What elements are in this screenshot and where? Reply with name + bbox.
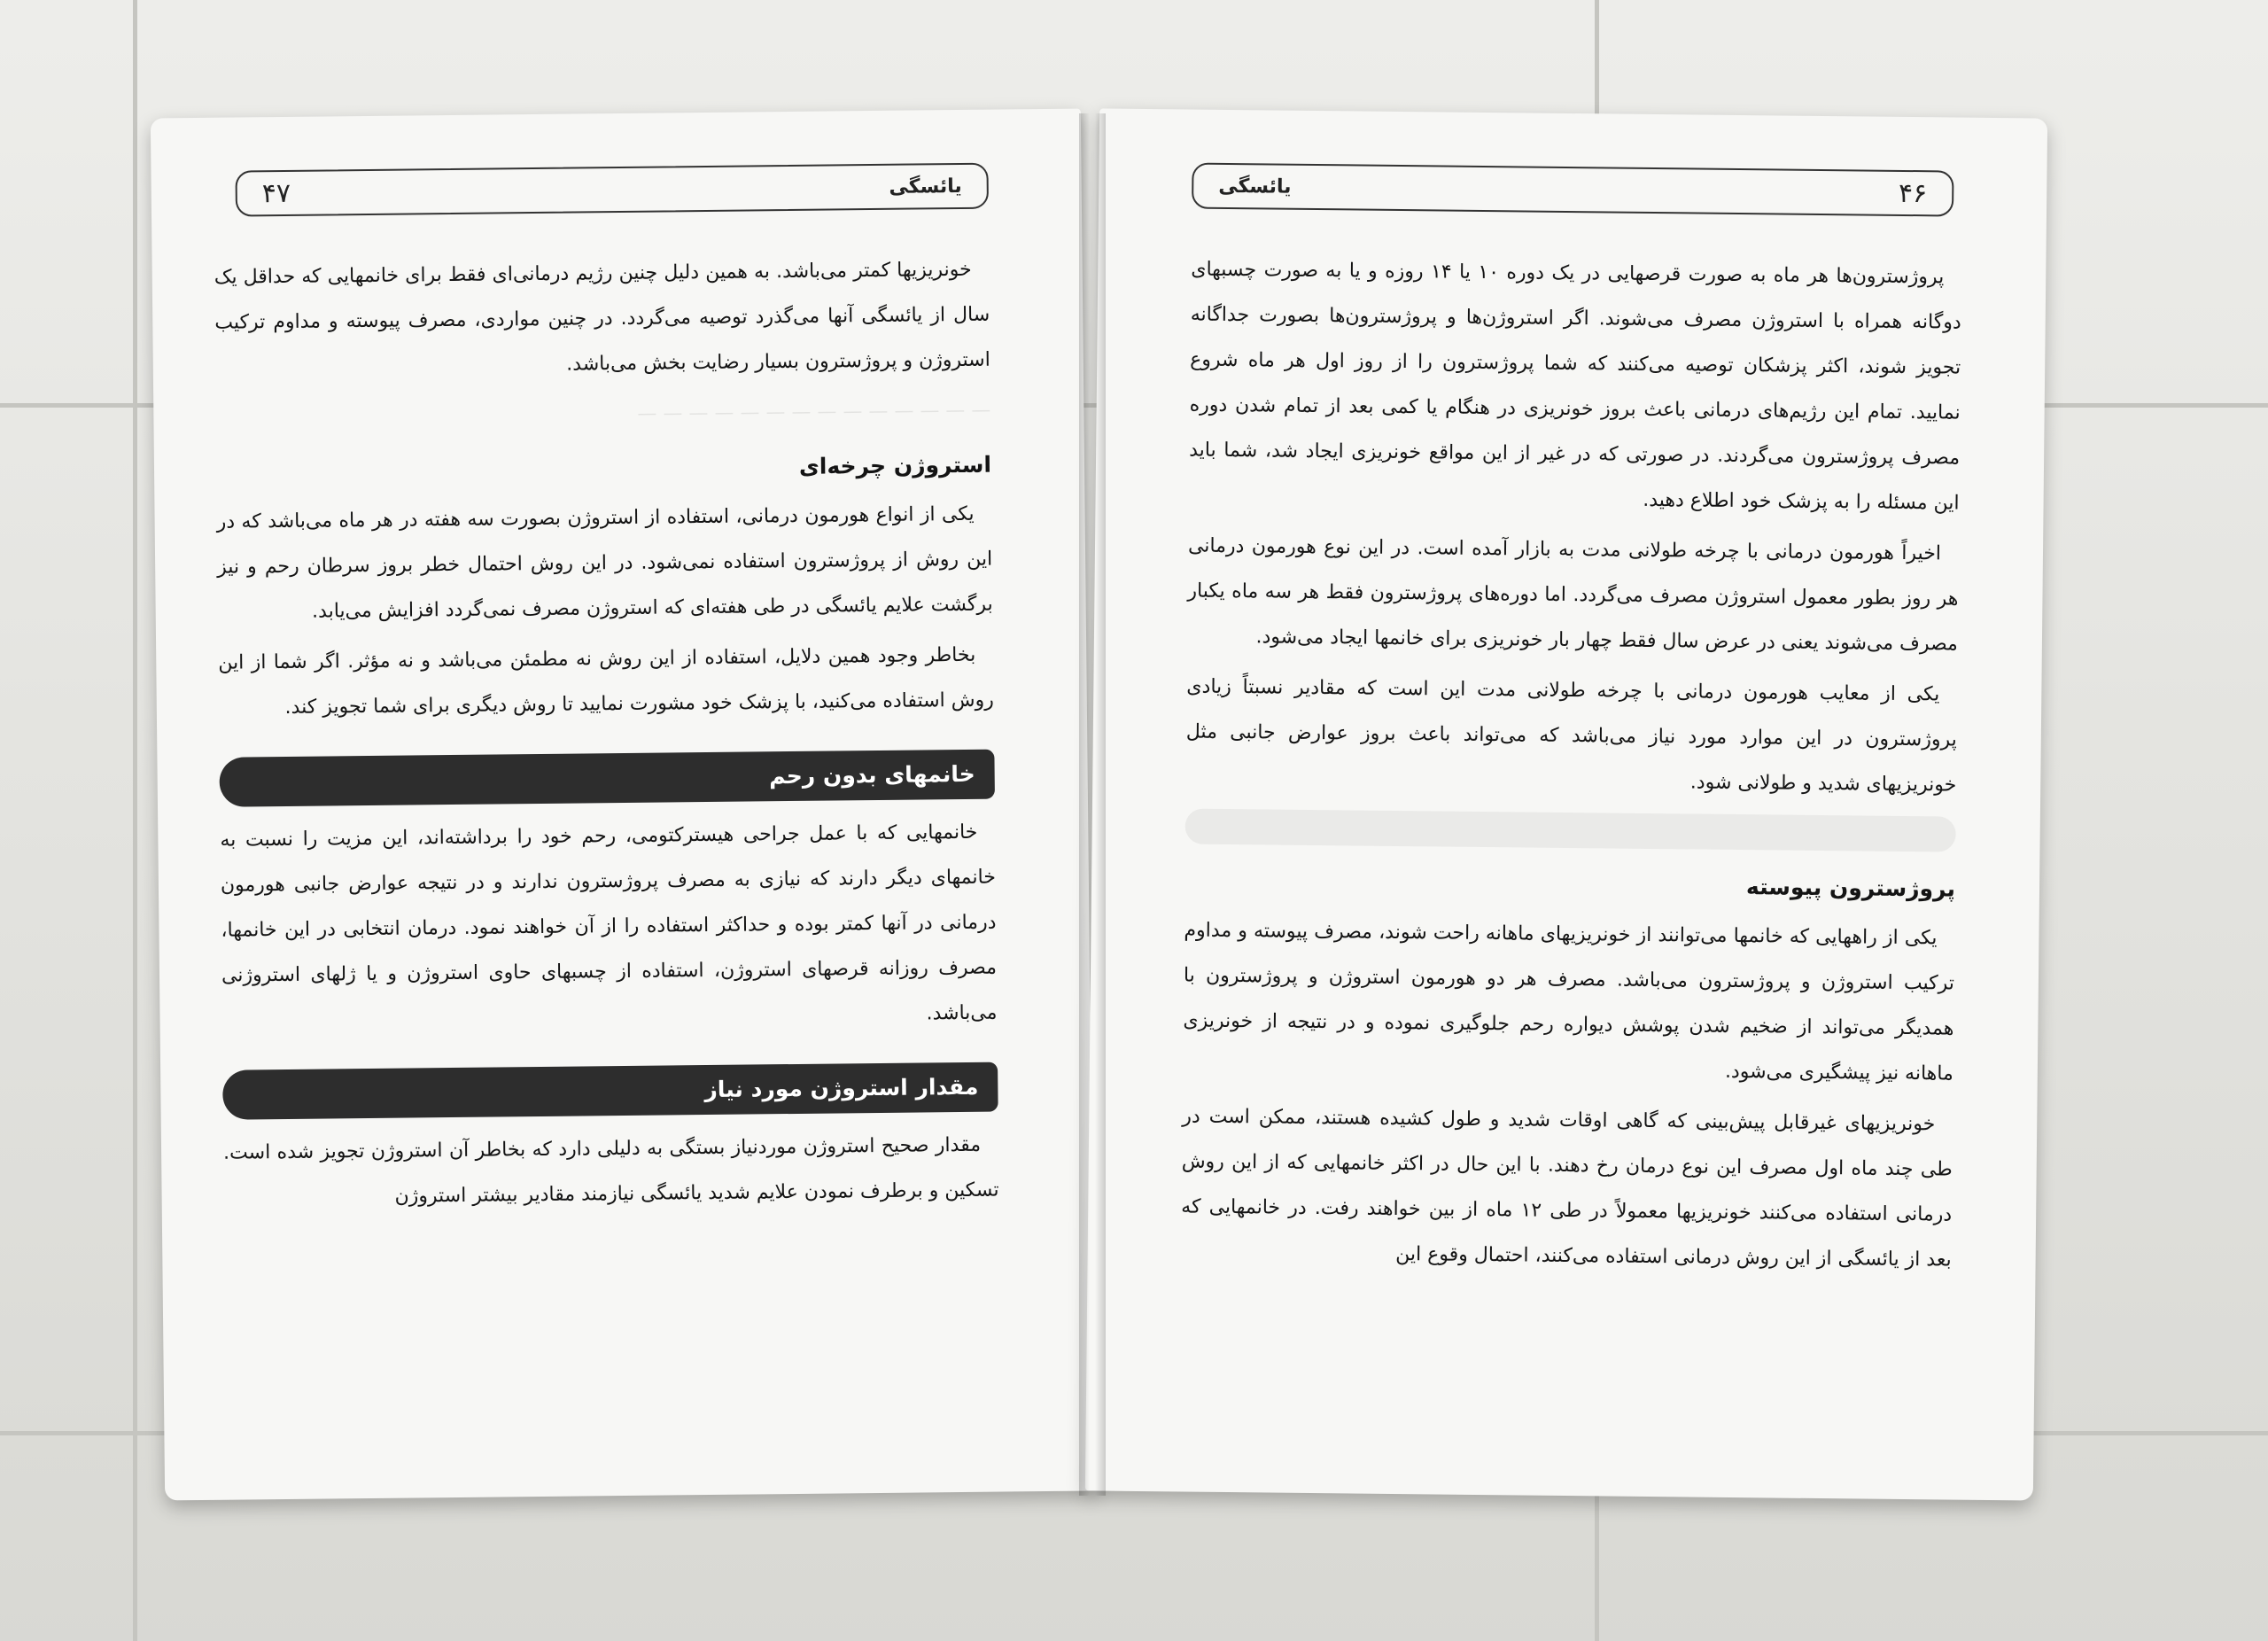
page-header: [1192, 163, 1953, 217]
section-heading-continuous: پروژسترون پیوسته: [1745, 874, 1956, 902]
paragraph-4: یکی از راههایی که خانمها می‌توانند از خونریزیهای ماهانه راحت شوند، مصرف پیوسته و مداوم ترکیب استروژن و پروژسترون می‌باشد. مصرف هر دو هورمون استروژن و پروژسترون با همدیگر می‌تواند از ضخیم شدن پوشش دیواره رحم جلوگیری نموده و در نتیجه از خونریزی ماهانه نیز پیشگیری می‌شود.: [1183, 919, 1955, 1085]
page-body: [1180, 247, 1961, 1288]
section-bar-no-uterus: خانمهای بدون رحم: [219, 750, 995, 807]
section-bar-dose: مقدار استروژن مورد نیاز: [222, 1062, 998, 1120]
bleed-through-bar: [1185, 808, 1956, 852]
no-uterus-paragraph: خانمهایی که با عمل جراحی هیسترکتومی، رحم خود را برداشته‌اند، این مزیت را نسبت به خانمهای دیگر دارند که نیازی به مصرف پروژسترون ندارند و در نتیجه عوارض جانبی هورمون درمانی در آنها کمتر بوده و حداکثر استفاده را از آن خواهند نمود. درمان انتخابی در این خانمها، مصرف روزانه قرصهای استروژن، استفاده از چسبهای حاوی استروژن و یا ژلهای استروژنی می‌باشد.: [220, 820, 998, 1025]
page-number: ۴۶: [1898, 177, 1928, 209]
right-page: [1085, 108, 2047, 1500]
paragraph-1: پروژسترون‌ها هر ماه به صورت قرصهایی در یک دوره ۱۰ یا ۱۴ روزه و یا به صورت چسبهای دوگانه همراه با استروژن مصرف می‌شوند. اگر استروژن‌ها و پروژسترون‌ها بصورت جداگانه تجویز شوند، اکثر پزشکان توصیه می‌کنند که شما پروژسترون را از روز اول هر ماه شروع نمایید. تمام این رژیم‌های درمانی باعث بروز خونریزی در هنگام یا کمی بعد از تمام شدن دوره مصرف پروژسترون می‌گردند. در صورتی که در غیر از این مواقع خونریزی ایجاد شد، شما باید این مسئله را به پزشک خود اطلاع دهید.: [1189, 258, 1961, 515]
section-heading-cyclic: استروژن چرخه‌ای: [798, 451, 992, 479]
dose-paragraph: مقدار صحیح استروژن موردنیاز بستگی به دلیلی دارد که بخاطر آن استروژن تجویز شده است. تسکین و برطرف نمودن علایم شدید یائسگی نیازمند مقادیر بیشتر استروژن: [222, 1133, 999, 1208]
page-header: [235, 163, 988, 217]
open-book: [158, 113, 2045, 1496]
paragraph-3: یکی از معایب هورمون درمانی با چرخه طولانی مدت این است که مقادیر نسبتاً زیادی پروژسترون در این موارد مورد نیاز می‌باشد که می‌تواند باعث بروز عوارض جانبی مثل خونریزیهای شدید و طولانی شود.: [1185, 675, 1957, 797]
paragraph-5: خونریزیهای غیرقابل پیش‌بینی که گاهی اوقات شدید و طول کشیده هستند، ممکن است در طی چند ماه اول مصرف این نوع درمان رخ دهند. با این حال در اکثر خانمهایی که از این روش درمانی استفاده می‌کنند خونریزیها معمولاً در طی ۱۲ ماه از بین خواهند رفت. در خانمهایی که بعد از یائسگی از این روش درمانی استفاده می‌کنند، احتمال وقوع این: [1181, 1105, 1953, 1272]
book-spine-shadow: [1079, 113, 1106, 1496]
paragraph-2: اخیراً هورمون درمانی با چرخه طولانی مدت به بازار آمده است. در این نوع هورمون درمانی هر روز بطور معمول استروژن مصرف می‌گردد. اما دوره‌های پروژسترون فقط هر سه ماه یکبار مصرف می‌شوند یعنی در عرض سال فقط چهار بار خونریزی برای خانمها ایجاد می‌شود.: [1187, 534, 1959, 656]
bleed-through: — — — — — — — — — — — — — —: [637, 399, 991, 425]
left-page: [151, 109, 1095, 1501]
cyclic-paragraph-2: بخاطر وجود همین دلایل، استفاده از این روش نه مطمئن می‌باشد و نه مؤثر. اگر شما از این روش استفاده می‌کنید، با پزشک خود مشورت نمایید تا روش دیگری برای شما تجویز کند.: [218, 643, 994, 719]
intro-paragraph: خونریزیها کمتر می‌باشد. به همین دلیل چنین رژیم درمانی‌ای فقط برای خانمهایی که حداقل یک سال از یائسگی آنها می‌گذرد توصیه می‌گردد. در چنین مواردی، مصرف پیوسته و مداوم ترکیب استروژن و پروژسترون بسیار رضایت بخش می‌باشد.: [214, 258, 990, 376]
running-title: یائسگی: [889, 175, 962, 198]
tile-grout: [133, 0, 137, 1641]
running-title: یائسگی: [1218, 175, 1292, 198]
page-number: ۴۷: [261, 177, 291, 209]
cyclic-paragraph-1: یکی از انواع هورمون درمانی، استفاده از استروژن بصورت سه هفته در هر ماه می‌باشد که در این روش از پروژسترون استفاده نمی‌شود. در این روش احتمال خطر بروز سرطان رحم و نیز برگشت علایم یائسگی در طی هفته‌ای که استروژن مصرف نمی‌گردد افزایش می‌یابد.: [216, 502, 993, 623]
page-body: [214, 247, 998, 1226]
